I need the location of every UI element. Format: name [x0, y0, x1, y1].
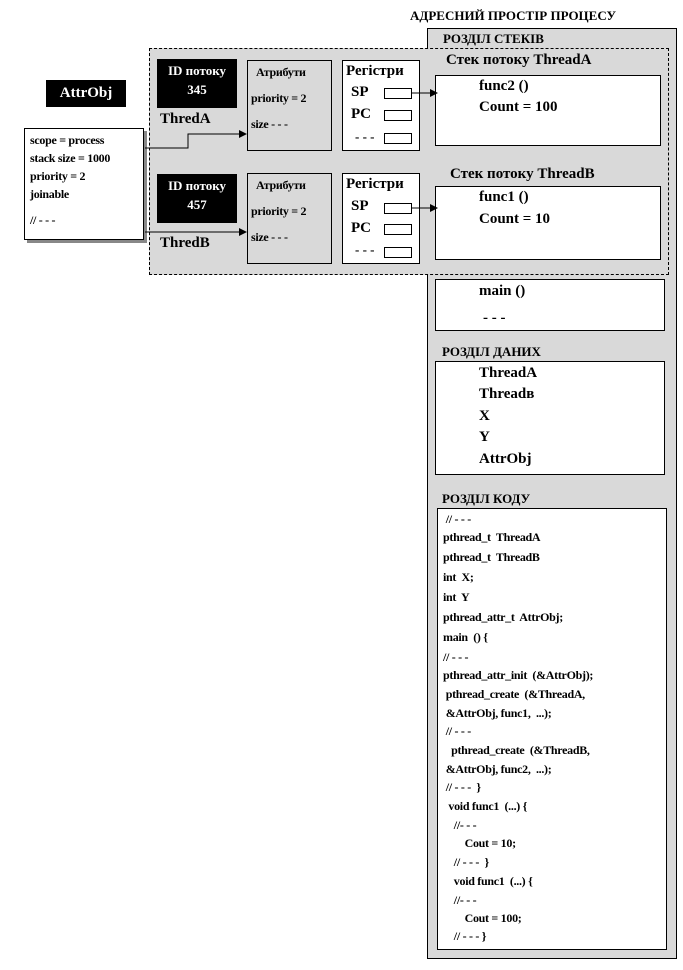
data-item: AttrObj: [479, 451, 532, 467]
code-line: Cout = 10;: [443, 836, 516, 850]
process-title: АДРЕСНИЙ ПРОСТІР ПРОЦЕСУ: [410, 8, 617, 23]
code-line: // - - -: [443, 650, 469, 664]
thread-b-reg-pc: PC: [351, 220, 371, 236]
thread-b-id-value: 457: [187, 197, 207, 212]
stack-b-line-2: Count = 10: [479, 211, 551, 227]
thread-b-reg-sp: SP: [351, 198, 369, 214]
thread-a-reg-sp: SP: [351, 84, 369, 100]
code-line: int X;: [443, 570, 474, 584]
code-line: pthread_create (&ThreadB,: [443, 743, 590, 757]
main-stack-line-2: - - -: [483, 310, 506, 326]
attrobj-line: priority = 2: [30, 169, 86, 183]
thread-a-attr-title: Атрибути: [256, 65, 306, 79]
thread-a-name: ThredA: [160, 111, 211, 127]
data-item: ThreadA: [479, 365, 538, 381]
attrobj-line: scope = process: [30, 133, 105, 147]
code-line: // - - -: [443, 512, 471, 526]
thread-b-attr-priority: priority = 2: [251, 204, 307, 218]
attrobj-line: // - - -: [30, 213, 56, 227]
code-line: // - - - }: [443, 780, 481, 794]
data-item: X: [479, 408, 490, 424]
thread-a-id-value: 345: [187, 82, 207, 97]
thread-a-reg-pc: PC: [351, 106, 371, 122]
thread-a-reg-more: - - -: [355, 129, 375, 144]
code-line: pthread_t ThreadA: [443, 530, 541, 544]
code-line: Cout = 100;: [443, 911, 522, 925]
thread-a-regs-title: Регістри: [346, 63, 404, 79]
thread-b-attr-title: Атрибути: [256, 178, 306, 192]
data-section-title: РОЗДІЛ ДАНИХ: [442, 344, 541, 359]
code-line: pthread_attr_t AttrObj;: [443, 610, 563, 624]
thread-b-name: ThredB: [160, 235, 210, 251]
stack-b-title: Стек потоку ThreadB: [450, 166, 595, 182]
thread-a-id-label: ID потоку: [167, 63, 227, 78]
stack-a-line-2: Count = 100: [479, 99, 558, 115]
thread-a-attr-priority: priority = 2: [251, 91, 307, 105]
code-line: void func1 (...) {: [443, 799, 528, 813]
attrobj-line: joinable: [30, 187, 69, 201]
code-line: // - - -: [443, 724, 471, 738]
code-line: main () {: [443, 630, 488, 644]
main-stack-line-1: main (): [479, 283, 526, 299]
attrobj-label: AttrObj: [46, 80, 126, 107]
code-line: &AttrObj, func1, ...);: [443, 706, 552, 720]
code-line: pthread_t ThreadB: [443, 550, 540, 564]
code-section-title: РОЗДІЛ КОДУ: [442, 491, 531, 506]
code-line: // - - - }: [443, 929, 487, 943]
data-item: Threadв: [479, 386, 535, 402]
thread-b-attr-size: size - - -: [251, 230, 288, 244]
code-line: pthread_attr_init (&AttrObj);: [443, 668, 594, 682]
attrobj-to-thread-a-arrow: [145, 134, 246, 148]
code-line: // - - - }: [443, 855, 489, 869]
code-line: &AttrObj, func2, ...);: [443, 762, 552, 776]
stack-a-line-1: func2 (): [479, 78, 529, 94]
code-line: //- - -: [443, 893, 477, 907]
attrobj-line: stack size = 1000: [30, 151, 111, 165]
thread-b-regs-title: Регістри: [346, 176, 404, 192]
stack-b-line-1: func1 (): [479, 189, 529, 205]
thread-b-reg-more: - - -: [355, 242, 375, 257]
thread-a-attr-size: size - - -: [251, 117, 288, 131]
code-line: int Y: [443, 590, 470, 604]
code-line: void func1 (...) {: [443, 874, 533, 888]
data-item: Y: [479, 429, 490, 445]
thread-b-id-label: ID потоку: [167, 178, 227, 193]
code-line: //- - -: [443, 818, 477, 832]
stack-section-title: РОЗДІЛ СТЕКІВ: [443, 31, 544, 46]
code-line: pthread_create (&ThreadA,: [443, 687, 585, 701]
stack-a-title: Стек потоку ThreadA: [446, 52, 592, 68]
